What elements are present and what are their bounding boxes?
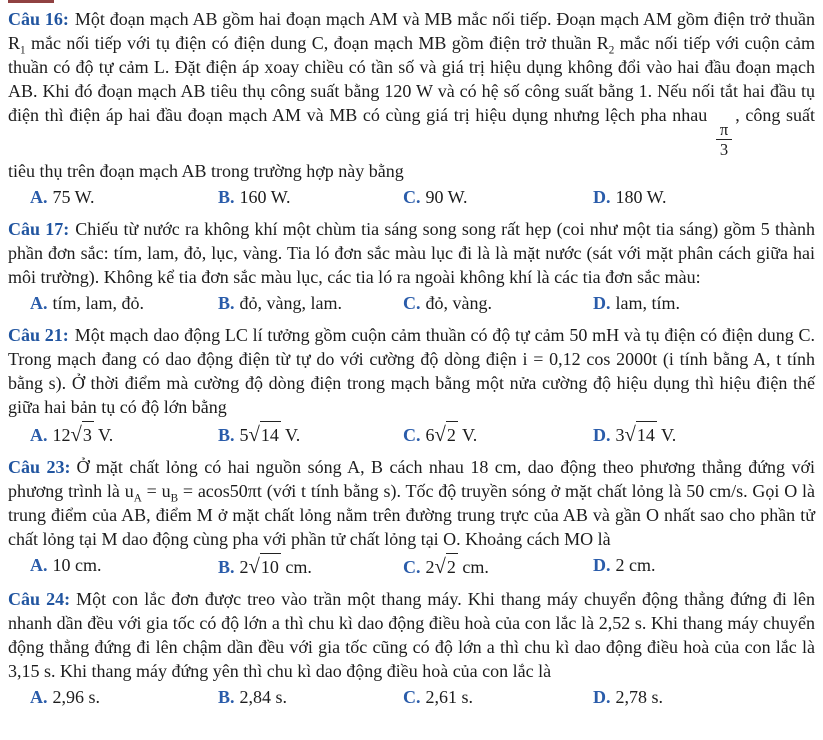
option-letter: A.: [30, 554, 48, 575]
question-16-option-c: [403, 184, 593, 210]
option-text: 3 √ 14 V.: [616, 425, 677, 445]
fraction: $\frac{\pi}{3}$: [716, 121, 732, 159]
cropped-red-line: [8, 0, 54, 3]
question-17: [8, 217, 815, 316]
question-24-paragraph: [8, 587, 815, 683]
question-16-options: [8, 184, 815, 210]
option-letter: A.: [30, 186, 48, 207]
option-text: tím, lam, đỏ.: [52, 292, 144, 313]
question-23-option-c: [403, 552, 593, 580]
option-text: 160 W.: [239, 186, 291, 207]
question-23-option-b: [218, 552, 403, 580]
option-letter: D.: [593, 686, 611, 707]
question-17-label: Câu 17:: [8, 218, 70, 239]
option-letter: B.: [218, 556, 235, 577]
question-21-option-c: [403, 420, 593, 448]
square-root: √ 2: [435, 552, 458, 580]
question-16-label: Câu 16:: [8, 9, 69, 29]
option-text: 2,96 s.: [52, 686, 101, 707]
square-root: √ 2: [435, 420, 458, 448]
square-root: √ 14: [249, 420, 281, 448]
question-16-option-b: [218, 184, 403, 210]
option-text: đỏ, vàng, lam.: [239, 292, 342, 313]
question-24-option-a: [30, 684, 218, 710]
question-23-options: [8, 552, 815, 580]
option-letter: C.: [403, 186, 421, 207]
question-17-option-c: [403, 290, 593, 316]
question-16-paragraph: [8, 7, 815, 183]
question-17-option-d: [593, 290, 815, 316]
option-text: 10 cm.: [52, 554, 102, 575]
question-23-label: Câu 23:: [8, 456, 71, 477]
question-16: [8, 7, 815, 210]
square-root: √ 14: [625, 420, 657, 448]
option-text: 75 W.: [52, 186, 95, 207]
option-text: 5 √ 14 V.: [240, 425, 301, 445]
question-23-body: Ở mặt chất lỏng có hai nguồn sóng A, B cách nhau 18 cm, dao động theo phương thẳng đứng với phương trình là $u_A = u_B = acos50\pi t$ (với t tính bằng s). Tốc độ truyền sóng ở mặt chất lỏng là 50 cm/s. Gọi O là trung điểm của AB, điểm M ở mặt chất lỏng nằm trên đường trung trực của AB và gần O nhất sao cho phần tử chất lỏng tại M dao động cùng pha với phần tử chất lỏng tại O. Khoảng cách MO là: [8, 456, 816, 549]
question-21-option-a: [30, 420, 218, 448]
question-17-option-b: [218, 290, 403, 316]
option-text: 2 √ 2 cm.: [426, 557, 489, 577]
option-text: lam, tím.: [615, 292, 680, 313]
option-letter: B.: [218, 424, 235, 445]
option-text: 2,84 s.: [239, 686, 288, 707]
option-letter: B.: [218, 186, 235, 207]
question-21: [8, 323, 815, 448]
question-24-label: Câu 24:: [8, 588, 71, 609]
option-letter: D.: [593, 554, 611, 575]
option-letter: D.: [593, 186, 611, 207]
option-text: 2 cm.: [615, 554, 656, 575]
question-21-option-d: [593, 420, 815, 448]
square-root: √ 3: [71, 420, 94, 448]
question-21-option-b: [218, 420, 403, 448]
option-text: 90 W.: [425, 186, 468, 207]
question-24-option-b: [218, 684, 403, 710]
question-24-option-d: [593, 684, 815, 710]
option-text: đỏ, vàng.: [425, 292, 492, 313]
question-24-body: Một con lắc đơn được treo vào trần một thang máy. Khi thang máy chuyển động thẳng đứng đi lên nhanh dần đều với gia tốc có độ lớn a thì chu kì dao động điều hoà của con lắc là 2,52 s. Khi thang máy chuyển động thẳng đứng đi lên chậm dần đều với gia tốc cũng có độ lớn a thì chu kì dao động điều hoà của con lắc là 3,15 s. Khi thang máy đứng yên thì chu kì dao động điều hoà của con lắc là: [8, 588, 815, 681]
question-17-paragraph: [8, 217, 815, 289]
option-letter: A.: [30, 424, 48, 445]
question-24-option-c: [403, 684, 593, 710]
option-letter: C.: [403, 686, 421, 707]
question-16-body: Một đoạn mạch AB gồm hai đoạn mạch AM và MB mắc nối tiếp. Đoạn mạch AM gồm điện trở thuần $R_1$ mắc nối tiếp với tụ điện có điện dung C, đoạn mạch MB gồm điện trở thuần $R_2$ mắc nối tiếp với cuộn cảm thuần có độ tự cảm L. Đặt điện áp xoay chiều có tần số và giá trị hiệu dụng không đổi vào hai đầu đoạn mạch AB. Khi đó đoạn mạch AB tiêu thụ công suất bằng 120 W và có hệ số công suất bằng 1. Nếu nối tắt hai đầu tụ điện thì điện áp hai đầu đoạn mạch AM và MB có cùng giá trị hiệu dụng nhưng lệch pha nhau $\frac{\pi}{3}$ , công suất tiêu thụ trên đoạn mạch AB trong trường hợp này bằng: [8, 9, 815, 181]
option-text: 2,78 s.: [615, 686, 664, 707]
question-23-paragraph: [8, 455, 815, 551]
question-17-options: [8, 290, 815, 316]
question-21-label: Câu 21:: [8, 324, 69, 345]
option-letter: D.: [593, 292, 611, 313]
question-16-option-a: [30, 184, 218, 210]
option-text: 12 √ 3 V.: [53, 425, 114, 445]
option-letter: A.: [30, 292, 48, 313]
option-letter: A.: [30, 686, 48, 707]
question-24: [8, 587, 815, 710]
option-text: 2,61 s.: [425, 686, 474, 707]
option-letter: B.: [218, 686, 235, 707]
question-21-paragraph: [8, 323, 815, 419]
question-21-options: [8, 420, 815, 448]
option-letter: B.: [218, 292, 235, 313]
question-17-body: Chiếu từ nước ra không khí một chùm tia sáng song song rất hẹp (coi như một tia sáng) gồm 5 thành phần đơn sắc: tím, lam, đỏ, lục, vàng. Tia ló đơn sắc màu lục đi là là mặt nước (sát với mặt phân cách giữa hai môi trường). Không kể tia đơn sắc màu lục, các tia ló ra ngoài không khí là các tia đơn sắc màu:: [8, 218, 815, 287]
square-root: √ 10: [249, 552, 281, 580]
question-21-body: Một mạch dao động LC lí tưởng gồm cuộn cảm thuần có độ tự cảm 50 mH và tụ điện có điện dung C. Trong mạch đang có dao động điện từ tự do với cường độ dòng điện i = 0,12 cos 2000t (i tính bằng A, t tính bằng s). Ở thời điểm mà cường độ dòng điện trong mạch bằng một nửa cường độ hiệu dụng thì hiệu điện thế giữa hai bản tụ có độ lớn bằng: [8, 324, 815, 417]
option-text: 2 √ 10 cm.: [240, 557, 312, 577]
option-letter: C.: [403, 556, 421, 577]
option-letter: C.: [403, 424, 421, 445]
question-24-options: [8, 684, 815, 710]
option-text: 6 √ 2 V.: [426, 425, 478, 445]
question-17-option-a: [30, 290, 218, 316]
question-23-option-d: [593, 552, 815, 580]
option-letter: D.: [593, 424, 611, 445]
option-text: 180 W.: [615, 186, 667, 207]
question-23-option-a: [30, 552, 218, 580]
question-16-option-d: [593, 184, 815, 210]
option-letter: C.: [403, 292, 421, 313]
question-23: [8, 455, 815, 580]
